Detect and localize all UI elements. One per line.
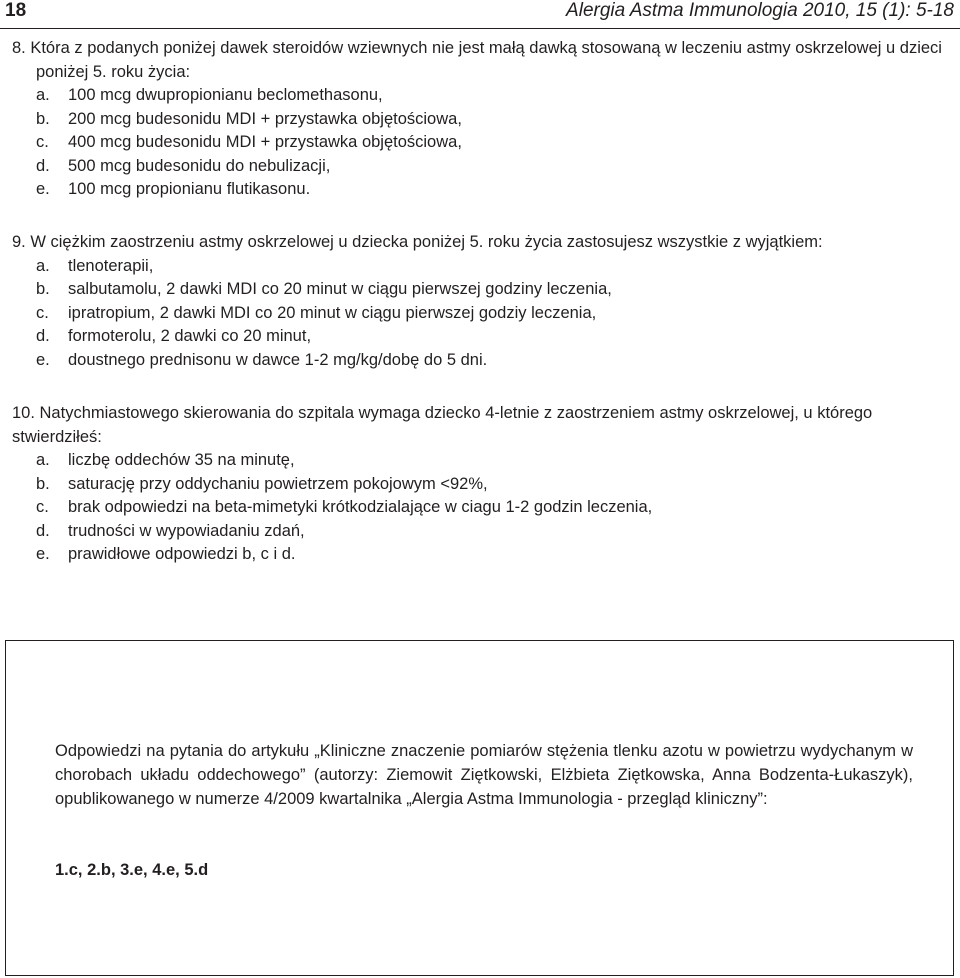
- option-d: [36, 520, 958, 544]
- answer-options: [12, 84, 958, 202]
- option-letter: c.: [36, 498, 49, 516]
- option-text: 400 mcg budesonidu MDI + przystawka objętościowa,: [68, 133, 462, 151]
- option-text: tlenoterapii,: [68, 256, 154, 275]
- option-text: ipratropium, 2 dawki MDI co 20 minut w ciągu pierwszej godziy leczenia,: [68, 303, 597, 322]
- option-letter: a.: [36, 256, 50, 275]
- question-8: [12, 37, 958, 202]
- option-letter: e.: [36, 350, 50, 369]
- option-a: [36, 84, 958, 108]
- option-letter: a.: [36, 451, 50, 469]
- option-b: [36, 108, 958, 132]
- question-9: [12, 231, 958, 372]
- option-a: [36, 449, 958, 473]
- option-text: prawidłowe odpowiedzi b, c i d.: [68, 545, 296, 563]
- journal-reference: Alergia Astma Immunologia 2010, 15 (1): 5-18: [566, 0, 954, 21]
- page-header: [0, 0, 960, 28]
- question-stem: 8. Która z podanych poniżej dawek steroidów wziewnych nie jest małą dawką stosowaną w leczeniu astmy oskrzelowej u dzieci poniżej 5. roku życia:: [12, 39, 942, 81]
- option-letter: b.: [36, 474, 50, 493]
- option-c: [36, 302, 958, 326]
- option-text: 200 mcg budesonidu MDI + przystawka objętościowa,: [68, 109, 462, 128]
- option-letter: d.: [36, 156, 50, 175]
- question-stem: 10. Natychmiastowego skierowania do szpitala wymaga dziecko 4-letnie z zaostrzeniem astmy oskrzelowej, u którego stwierdziłeś:: [12, 404, 873, 446]
- question-10: [12, 402, 958, 567]
- option-c: [36, 496, 958, 520]
- option-text: 100 mcg propionianu flutikasonu.: [68, 180, 311, 198]
- option-text: 500 mcg budesonidu do nebulizacji,: [68, 156, 331, 175]
- answers-intro: Odpowiedzi na pytania do artykułu „Kliniczne znaczenie pomiarów stężenia tlenku azotu w powietrzu wydychanym w chorobach układu oddechowego” (autorzy: Ziemowit Ziętkowski, Elżbieta Ziętkowska, Anna Bodzenta-Łukaszyk), opublikowanego w numerze 4/2009 kwartalnika „Alergia Astma Immunologia - przegląd kliniczny”:: [55, 742, 913, 808]
- option-letter: d.: [36, 521, 50, 540]
- option-e: [36, 178, 958, 202]
- answers-key: 1.c, 2.b, 3.e, 4.e, 5.d: [55, 861, 209, 879]
- option-letter: c.: [36, 133, 49, 151]
- answer-options: [12, 255, 958, 373]
- option-letter: e.: [36, 180, 50, 198]
- option-e: [36, 543, 958, 567]
- page-number: 18: [5, 0, 27, 21]
- option-text: saturację przy oddychaniu powietrzem pokojowym <92%,: [68, 474, 488, 493]
- option-letter: a.: [36, 86, 50, 104]
- option-text: formoterolu, 2 dawki co 20 minut,: [68, 327, 312, 345]
- option-letter: d.: [36, 327, 50, 345]
- option-b: [36, 473, 958, 497]
- header-rule: [0, 28, 960, 29]
- option-text: doustnego prednisonu w dawce 1-2 mg/kg/dobę do 5 dni.: [68, 350, 488, 369]
- option-a: [36, 255, 958, 279]
- question-stem: 9. W ciężkim zaostrzeniu astmy oskrzelowej u dziecka poniżej 5. roku życia zastosujesz wszystkie z wyjątkiem:: [12, 233, 823, 251]
- option-d: [36, 155, 958, 179]
- option-letter: b.: [36, 109, 50, 128]
- option-text: salbutamolu, 2 dawki MDI co 20 minut w ciągu pierwszej godziny leczenia,: [68, 280, 612, 298]
- option-text: trudności w wypowiadaniu zdań,: [68, 521, 305, 540]
- option-text: 100 mcg dwupropionianu beclomethasonu,: [68, 86, 383, 104]
- option-letter: b.: [36, 280, 50, 298]
- option-letter: c.: [36, 303, 49, 322]
- option-letter: e.: [36, 545, 50, 563]
- option-e: [36, 349, 958, 373]
- answers-box: [5, 640, 954, 976]
- option-text: liczbę oddechów 35 na minutę,: [68, 451, 295, 469]
- answer-options: [12, 449, 958, 567]
- option-d: [36, 325, 958, 349]
- option-b: [36, 278, 958, 302]
- option-c: [36, 131, 958, 155]
- option-text: brak odpowiedzi na beta-mimetyki krótkodzialające w ciagu 1-2 godzin leczenia,: [68, 498, 653, 516]
